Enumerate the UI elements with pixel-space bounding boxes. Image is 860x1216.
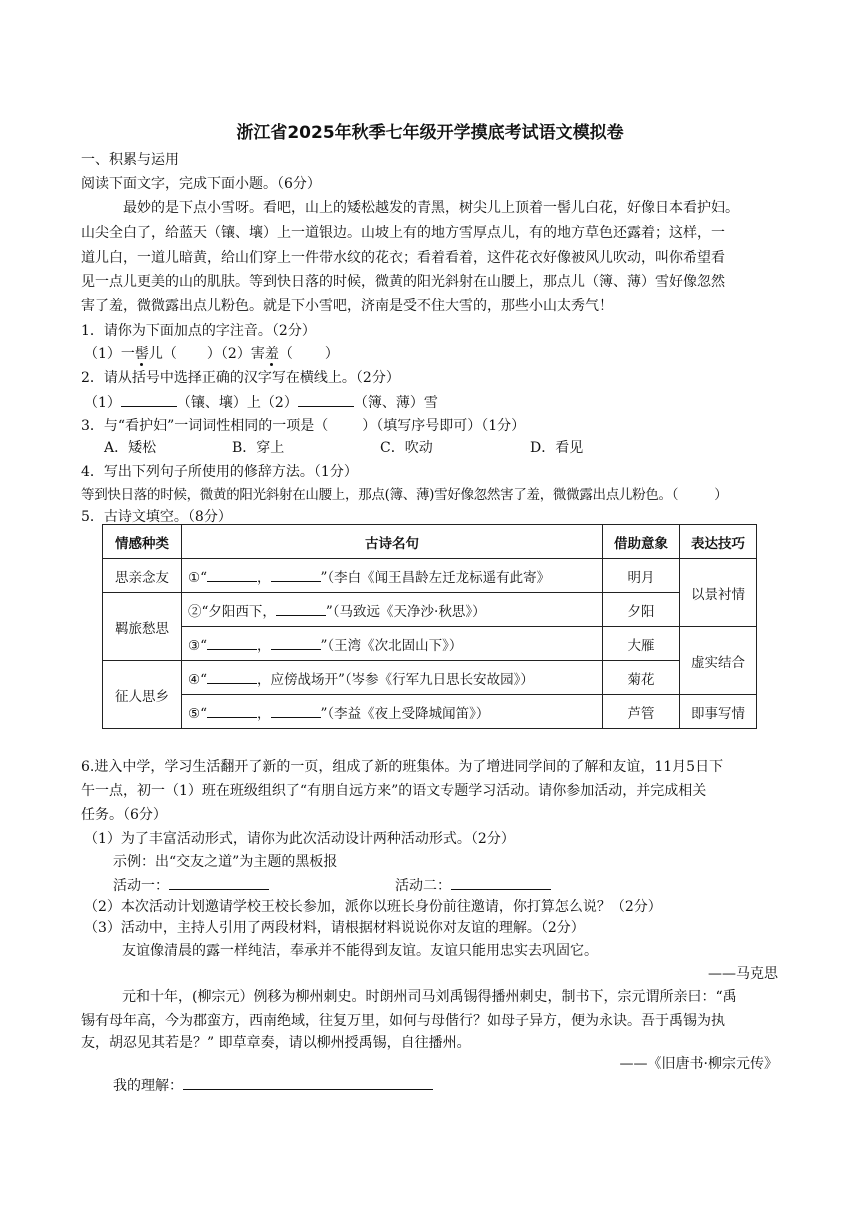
poem-cell: ②“夕阳西下， ”（马致远《天净沙·秋思》） [182,593,603,627]
question-4-sentence: 等到快日落的时候，微黄的阳光斜射在山腰上，那点(簿、薄)雪好像忽然害了羞，微微露出点儿粉色。（ ） [81,487,728,503]
quote-marx: 友谊像清晨的露一样纯洁，奉承并不能得到友谊。友谊只能用忠实去巩固它。 [122,943,598,959]
answer-blank[interactable] [207,635,257,650]
table-row [103,559,757,593]
question-6-sub-2: （2）本次活动计划邀请学校王校长参加，派你以班长身份前往邀请，你打算怎么说？（2分） [84,899,662,915]
answer-blank[interactable] [271,703,321,718]
technique-cell: 即事写情 [680,695,757,729]
passage-line-1: 最妙的是下点小雪呀。看吧，山上的矮松越发的青黑，树尖儿上顶着一髻儿白花，好像日本看护妇。 [123,200,739,216]
question-6-line-1: 6.进入中学，学习生活翻开了新的一页，组成了新的班集体。为了增进同学间的了解和友谊，11月5日下 [81,759,724,775]
answer-blank[interactable] [271,635,321,650]
poem-table [102,524,757,729]
answer-blank[interactable] [451,875,551,890]
activity-two: 活动二： [395,875,551,896]
technique-cell: 虚实结合 [680,627,757,695]
answer-blank[interactable] [121,392,177,407]
passage-line-5: 害了羞，微微露出点儿粉色。就是下小雪吧，济南是受不住大雪的，那些小山太秀气！ [81,298,613,314]
question-4-stem: 4．写出下列句子所使用的修辞方法。（1分） [81,464,358,480]
image-cell: 芦管 [603,695,680,729]
quote-tang-line-3: 友，胡忍见其若是？” 即草章奏，请以柳州授禹锡，自往播州。 [81,1035,471,1051]
table-row [103,661,757,695]
question-5-stem: 5．古诗文填空。（8分） [81,509,232,525]
image-cell: 明月 [603,559,680,593]
activity-one: 活动一： [113,875,269,896]
header-image: 借助意象 [603,525,680,559]
emotion-cell: 征人思乡 [103,661,182,729]
question-3-option-a: A．矮松 [104,440,157,456]
question-2-stem: 2．请从括号中选择正确的汉字写在横线上。（2分） [81,370,400,386]
answer-blank[interactable] [207,703,257,718]
answer-blank[interactable] [298,392,354,407]
image-cell: 菊花 [603,661,680,695]
passage-line-3: 道儿白，一道儿暗黄，给山们穿上一件带水纹的花衣；看着看着，这件花衣好像被风儿吹动，叫你希望看 [81,250,725,266]
table-header-row [103,525,757,559]
passage-line-4: 见一点儿更美的山的肌肤。等到快日落的时候，微黄的阳光斜射在山腰上，那点儿（簿、薄）雪好像忽然 [81,274,725,290]
poem-cell: ③“ ， ”（王湾《次北固山下》） [182,627,603,661]
table-row [103,593,757,627]
answer-blank[interactable] [207,567,257,582]
technique-cell: 以景衬情 [680,559,757,627]
header-technique: 表达技巧 [680,525,757,559]
quote-marx-source: ——马克思 [708,966,778,982]
poem-cell: ④“ ，应傍战场开”（岑参《行军九日思长安故园》） [182,661,603,695]
answer-blank[interactable] [276,601,326,616]
answer-blank[interactable] [207,669,257,684]
image-cell: 夕阳 [603,593,680,627]
table-row [103,627,757,661]
question-3-option-b: B．穿上 [232,440,285,456]
answer-blank[interactable] [169,875,269,890]
reading-instruction: 阅读下面文字，完成下面小题。（6分） [81,176,321,192]
question-1-stem: 1．请你为下面加点的字注音。（2分） [81,323,316,339]
question-6-line-3: 任务。（6分） [81,807,167,823]
question-3-option-d: D．看见 [530,440,584,456]
table-row [103,695,757,729]
answer-blank[interactable] [271,567,321,582]
question-3-stem: 3．与“看护妇”一词词性相同的一项是（ ）（填写序号即可）（1分） [81,418,526,434]
question-1-items: （1）一髻儿（ ）（2）害羞（ ） [84,346,339,362]
section-heading: 一、积累与运用 [81,152,179,168]
quote-tang-line-2: 锡有母年高，今为郡蛮方，西南绝域，往复万里，如何与母偕行？如母子异方，便为永诀。吾于禹锡为执 [81,1013,725,1029]
image-cell: 大雁 [603,627,680,661]
question-6-sub-3: （3）活动中，主持人引用了两段材料，请根据材料说说你对友谊的理解。（2分） [84,920,585,936]
quote-tang-line-1: 元和十年，(柳宗元）例移为柳州刺史。时朗州司马刘禹锡得播州刺史，制书下，宗元谓所亲曰：“禹 [122,989,737,1005]
emotion-cell: 思亲念友 [103,559,182,593]
question-2-items: （1） （镶、壤）上（2） （簿、薄）雪 [84,392,438,413]
question-3-option-c: C．吹动 [380,440,433,456]
question-6-example: 示例：出“交友之道”为主题的黑板报 [113,854,338,870]
answer-blank[interactable] [183,1075,433,1090]
question-6-sub-1: （1）为了丰富活动形式，请你为此次活动设计两种活动形式。（2分） [84,831,515,847]
quote-tang-source: ——《旧唐书·柳宗元传》 [619,1056,778,1072]
poem-cell: ⑤“ ， ”（李益《夜上受降城闻笛》） [182,695,603,729]
header-poem: 古诗名句 [182,525,603,559]
header-emotion: 情感种类 [103,525,182,559]
emotion-cell: 羁旅愁思 [103,593,182,661]
dotted-char: 髻 [134,346,149,362]
poem-cell: ①“ ， ”（李白《闻王昌龄左迁龙标遥有此寄》 [182,559,603,593]
passage-line-2: 山尖全白了，给蓝天（镶、壤）上一道银边。山坡上有的地方雪厚点儿，有的地方草色还露着；这样，一 [81,225,725,241]
question-6-line-2: 午一点，初一（1）班在班级组织了“有朋自远方来”的语文专题学习活动。请你参加活动，并完成相关 [81,783,707,799]
dotted-char: 羞 [264,346,279,362]
exam-title: 浙江省2025年秋季七年级开学摸底考试语文模拟卷 [236,123,624,143]
my-understanding: 我的理解： [113,1075,433,1096]
